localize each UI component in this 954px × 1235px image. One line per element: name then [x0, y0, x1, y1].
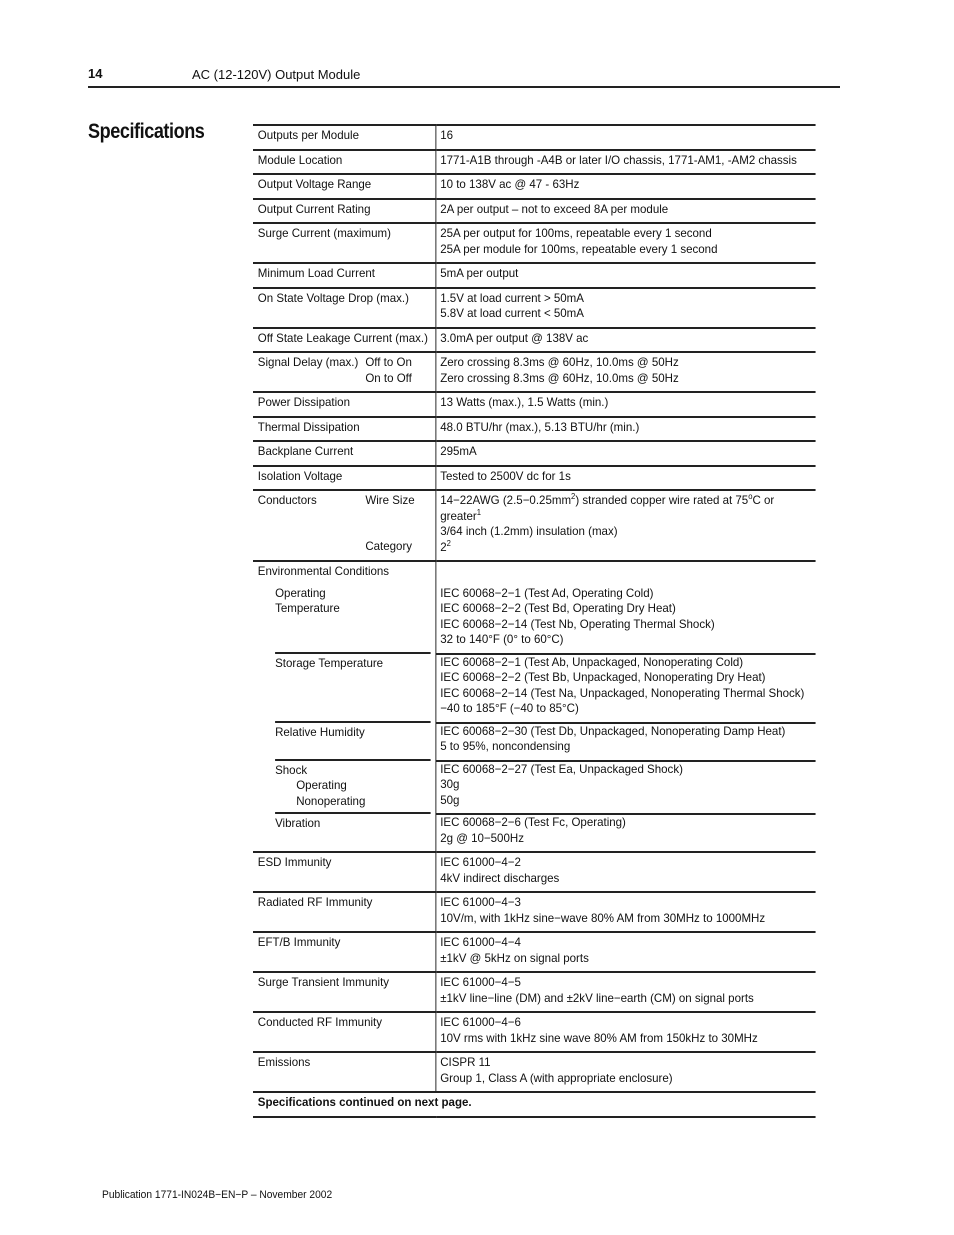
spec-value-line: Zero crossing 8.3ms @ 60Hz, 10.0ms @ 50Hz — [440, 370, 679, 385]
spec-row — [253, 972, 816, 1012]
spec-value — [436, 654, 816, 723]
spec-value — [436, 417, 816, 442]
spec-row — [253, 199, 816, 224]
conductors-label-group — [258, 493, 431, 555]
spec-value-line: 4kV indirect discharges — [440, 870, 560, 885]
spec-row — [253, 892, 816, 932]
spec-value-line: 295mA — [440, 444, 477, 458]
spec-value — [436, 199, 816, 224]
spec-value-line: 2A per output – not to exceed 8A per module — [440, 201, 669, 216]
spec-row — [253, 125, 816, 150]
spec-value — [436, 561, 816, 586]
continued-note: Specifications continued on next page. — [253, 1092, 816, 1117]
spec-row-signal-delay — [253, 352, 816, 392]
running-title: AC (12-120V) Output Module — [192, 67, 361, 82]
page-number: 14 — [88, 66, 103, 81]
page-header — [88, 62, 840, 88]
spec-label: EFT/B Immunity — [253, 932, 436, 972]
spec-label: Surge Current (maximum) — [253, 223, 436, 263]
spec-subrow-shock — [253, 761, 816, 815]
spec-value-line: IEC 60068−2−1 (Test Ad, Operating Cold) — [440, 585, 654, 600]
signal-delay-sublabels — [365, 355, 412, 386]
superscript: o — [748, 492, 753, 501]
specifications-table-body — [253, 125, 816, 1117]
spec-value-line — [440, 493, 811, 509]
spec-label — [253, 352, 436, 392]
spec-label: Thermal Dissipation — [253, 417, 436, 442]
spec-label — [253, 586, 436, 654]
spec-row — [253, 150, 816, 175]
spec-label — [253, 490, 436, 561]
temperature-label: Temperature — [275, 601, 340, 615]
footnote-marker: 2 — [446, 538, 451, 548]
spec-value-line: 5 to 95%, noncondensing — [440, 739, 571, 753]
spec-value — [436, 723, 816, 761]
spec-row — [253, 392, 816, 417]
relative-humidity-label: Relative Humidity — [275, 721, 431, 741]
spec-value-line: 3/64 inch (1.2mm) insulation (max) — [440, 524, 618, 538]
spec-row — [253, 441, 816, 466]
spec-value — [436, 263, 816, 288]
spec-value — [436, 288, 816, 328]
signal-delay-label: Signal Delay (max.) — [257, 355, 359, 369]
spec-label: Outputs per Module — [253, 125, 436, 150]
spec-value — [436, 490, 816, 561]
spec-row — [253, 288, 816, 328]
spec-value-line — [440, 540, 811, 556]
spec-value-line: 25A per output for 100ms, repeatable every 1 second — [440, 226, 712, 240]
spec-value-line: IEC 60068−2−14 (Test Na, Unpackaged, Nonoperating Thermal Shock) — [440, 685, 805, 700]
spec-label: Off State Leakage Current (max.) — [253, 328, 436, 353]
spec-label: Output Voltage Range — [253, 174, 436, 199]
spec-label: Conducted RF Immunity — [253, 1012, 436, 1052]
spec-value-line: 5mA per output — [440, 266, 519, 280]
spec-value-line: CISPR 11 — [440, 1055, 491, 1069]
spec-row — [253, 174, 816, 199]
spec-value-line: IEC 60068−2−14 (Test Nb, Operating Thermal Shock) — [440, 616, 715, 631]
spec-value — [436, 1012, 816, 1052]
spec-value-line: Group 1, Class A (with appropriate enclosure) — [440, 1070, 673, 1085]
spec-value-line: IEC 61000−4−5 — [440, 975, 521, 989]
spec-value-line: 10V/m, with 1kHz sine−wave 80% AM from 30MHz to 1000MHz — [440, 910, 766, 925]
spec-value-line — [440, 509, 811, 525]
spec-label: Surge Transient Immunity — [253, 972, 436, 1012]
spec-label: Backplane Current — [253, 441, 436, 466]
spec-value-line: Zero crossing 8.3ms @ 60Hz, 10.0ms @ 50Hz — [440, 355, 679, 369]
section-title: Specifications — [88, 120, 205, 143]
continued-note-row — [253, 1092, 816, 1117]
spec-value-line: 10 to 138V ac @ 47 - 63Hz — [440, 177, 580, 191]
spec-value — [436, 932, 816, 972]
on-to-off-label: On to Off — [365, 370, 412, 385]
spec-value — [436, 223, 816, 263]
spec-value-line: 50g — [440, 792, 460, 807]
shock-label: Shock — [275, 762, 308, 777]
footnote-marker: 1 — [476, 507, 481, 517]
spec-value-line: IEC 60068−2−30 (Test Db, Unpackaged, Nonoperating Damp Heat) — [440, 723, 786, 738]
text-fragment: 2 — [440, 539, 447, 554]
spec-value-line: ±1kV @ 5kHz on signal ports — [440, 950, 589, 965]
spec-value-line: 3.0mA per output @ 138V ac — [440, 330, 589, 345]
spec-value-line: ±1kV line−line (DM) and ±2kV line−earth (CM) on signal ports — [440, 990, 754, 1005]
text-fragment: ) stranded copper wire rated at 75 — [575, 493, 749, 507]
spec-label — [253, 654, 436, 723]
spec-value-line: 13 Watts (max.), 1.5 Watts (min.) — [440, 395, 609, 409]
spec-row — [253, 932, 816, 972]
spec-subrow-storage — [253, 654, 816, 723]
spec-value-line: 48.0 BTU/hr (max.), 5.13 BTU/hr (min.) — [440, 419, 640, 434]
spec-label: Power Dissipation — [253, 392, 436, 417]
operating-label: Operating — [275, 585, 326, 600]
spec-value-line: 32 to 140°F (0° to 60°C) — [440, 632, 564, 646]
spec-value-line: 5.8V at load current < 50mA — [440, 306, 584, 320]
shock-nonoperating-label: Nonoperating — [296, 793, 366, 808]
spec-value — [436, 441, 816, 466]
spec-value — [436, 892, 816, 932]
spec-label: Emissions — [253, 1052, 436, 1092]
spec-row-conductors — [253, 490, 816, 561]
spec-value-line: IEC 60068−2−6 (Test Fc, Operating) — [440, 815, 626, 829]
text-fragment: C or — [752, 493, 775, 507]
wire-size-label: Wire Size — [365, 493, 415, 507]
text-fragment: 14−22AWG (2.5−0.25mm — [440, 493, 572, 507]
off-to-on-label: Off to On — [365, 355, 412, 369]
spec-value — [436, 352, 816, 392]
spec-value-line: 1.5V at load current > 50mA — [440, 290, 584, 305]
text-fragment: greater — [440, 508, 477, 523]
spec-value-line: 2g @ 10−500Hz — [440, 830, 524, 845]
spec-row — [253, 328, 816, 353]
spec-subrow-vibration — [253, 814, 816, 852]
vibration-label: Vibration — [275, 812, 431, 832]
spec-label — [253, 723, 436, 761]
spec-value — [436, 392, 816, 417]
spec-value-line: Tested to 2500V dc for 1s — [440, 468, 571, 483]
subrow-label-wrap — [275, 584, 431, 617]
spec-value — [436, 852, 816, 892]
spec-value-line: 16 — [440, 128, 454, 142]
spec-label: On State Voltage Drop (max.) — [253, 288, 436, 328]
spec-label: Minimum Load Current — [253, 263, 436, 288]
spec-value-line: 25A per module for 100ms, repeatable every 1 second — [440, 241, 718, 256]
spec-value — [436, 814, 816, 852]
spec-value — [436, 328, 816, 353]
spec-subrow-humidity — [253, 723, 816, 761]
spec-value — [436, 586, 816, 654]
spec-subrow-operating — [253, 586, 816, 654]
spec-label: Isolation Voltage — [253, 466, 436, 491]
shock-operating-label: Operating — [296, 778, 347, 792]
spec-value-line: IEC 60068−2−27 (Test Ea, Unpackaged Shock) — [440, 761, 683, 776]
spec-label: Radiated RF Immunity — [253, 892, 436, 932]
spec-label — [253, 814, 436, 852]
spec-value-line: IEC 61000−4−2 — [440, 855, 521, 869]
specifications-table — [253, 124, 816, 1118]
conductors-label: Conductors — [257, 493, 317, 507]
spec-value-line: IEC 60068−2−2 (Test Bb, Unpackaged, Nonoperating Dry Heat) — [440, 670, 766, 684]
superscript: 2 — [571, 492, 576, 501]
spec-value-line: IEC 60068−2−2 (Test Bd, Operating Dry Heat) — [440, 601, 676, 615]
spec-row — [253, 223, 816, 263]
spec-value — [436, 174, 816, 199]
spec-row — [253, 466, 816, 491]
spec-value — [436, 125, 816, 150]
spec-value-line: −40 to 185°F (−40 to 85°C) — [440, 701, 579, 715]
publication-footer: Publication 1771-IN024B−EN−P – November 2002 — [102, 1189, 333, 1201]
signal-delay-label-group — [258, 355, 431, 386]
spec-label: ESD Immunity — [253, 852, 436, 892]
spec-row — [253, 1012, 816, 1052]
spec-value-line: 30g — [440, 777, 460, 791]
spec-value — [436, 150, 816, 175]
spec-value-line: 1771-A1B through -A4B or later I/O chassis, 1771-AM1, -AM2 chassis — [440, 152, 797, 167]
spec-value-line: IEC 61000−4−3 — [440, 895, 521, 909]
spec-row — [253, 263, 816, 288]
spec-value — [436, 1052, 816, 1092]
storage-temperature-label: Storage Temperature — [275, 652, 431, 672]
subrow-label-wrap — [275, 759, 431, 810]
spec-row — [253, 1052, 816, 1092]
spec-value — [436, 761, 816, 815]
category-label: Category — [365, 539, 413, 553]
spec-value-line: 10V rms with 1kHz sine wave 80% AM from 150kHz to 30MHz — [440, 1030, 758, 1045]
spec-value — [436, 466, 816, 491]
spec-label: Environmental Conditions — [253, 561, 436, 586]
spec-row-environmental — [253, 561, 816, 586]
spec-row — [253, 852, 816, 892]
spec-value-line: IEC 61000−4−4 — [440, 935, 521, 949]
spec-value-line: IEC 60068−2−1 (Test Ab, Unpackaged, Nonoperating Cold) — [440, 654, 744, 669]
spec-value-line: IEC 61000−4−6 — [440, 1015, 521, 1029]
spec-value — [436, 972, 816, 1012]
spec-row — [253, 417, 816, 442]
spec-label: Output Current Rating — [253, 199, 436, 224]
spec-label — [253, 761, 436, 815]
spec-label: Module Location — [253, 150, 436, 175]
